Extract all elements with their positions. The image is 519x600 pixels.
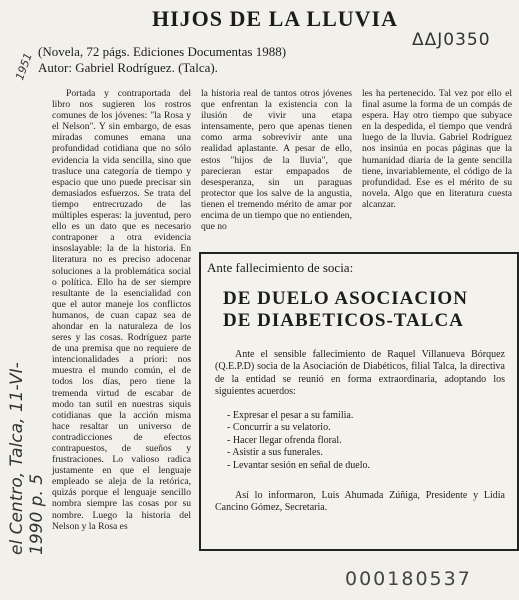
archive-stamp-number: 000180537 bbox=[345, 568, 472, 590]
notice-agreement-item: - Concurrir a su velatorio. bbox=[227, 422, 331, 434]
notice-headline-line-2: DE DIABETICOS-TALCA bbox=[223, 310, 464, 331]
death-notice-box bbox=[199, 252, 519, 551]
notice-agreements-list bbox=[227, 410, 517, 472]
article-paragraph: les ha pertenecido. Tal vez por ello el final asume la forma de un compás de espera. Hay otro tiempo que subyace en la despedida, el tiempo que vendrá luego de la lluvia. Gabriel Rodríguez nos insinúa en pocas páginas que la humanidad diaria de la gente sencilla tiene, invariablemente, el código de la profundidad. Ese es el mérito de su novela. Algo que en literatura cuesta alcanzar. bbox=[362, 88, 512, 210]
article-title: HIJOS DE LA LLUVIA bbox=[152, 6, 399, 31]
article-meta-author: Autor: Gabriel Rodríguez. (Talca). bbox=[38, 60, 218, 75]
notice-intro-text: Ante el sensible fallecimiento de Raquel Villanueva Bórquez (Q.E.P.D) socia de la Asociación de Diabéticos, filial Talca, la directiva de la entidad se reunió en forma extraordinaria, adoptando los siguientes acuerdos: bbox=[215, 349, 505, 398]
article-column-2 bbox=[201, 88, 352, 232]
notice-agreement-item: - Asistir a sus funerales. bbox=[227, 447, 323, 459]
notice-closing bbox=[215, 490, 505, 515]
notice-agreement-item: - Expresar el pesar a su familia. bbox=[227, 410, 354, 421]
article-paragraph: Portada y contraportada del libro nos sugieren los rostros comunes de los jóvenes: "la Rosa y el Nelson". Y sin embargo, de esas miradas comunes emana una profundidad cotidiana que no sólo evidencia la vida sencilla, sino que trasluce una categoría de tiempo y espacio que uno puede precisar sin demasiados esfuerzos. Se trata del tiempo entrecruzado de las múltiples esperas: la juventud, pero ello es un dato que es necesario contraponer a otra evidencia insoslayable: la de la historia. En literatura no es preciso adocenar soluciones a la problemática social o política. Ello ha de ser siempre resultante de la esencialidad con que el autor maneje los conflictos humanos, de cuan capaz sea de ahondar en la naturaleza de los seres y las cosas. Rodríguez parte de una premisa que no requiere de intencionalidades a priori: nos muestra el mundo común, el de todos los días, pero tiene la tremenda virtud de escabar de modo tan sutil en nuestras siquis cotidianas que la acción misma hace resaltar un universo de contradicciones de efectos contrapuestos, de sueños y frustraciones. Lo valioso radica justamente en que el lenguaje empleado se aleja de la retórica, quizás porque el lenguaje sencillo nombra siempre las cosas por su nombre. Luego la historia del Nelson y la Rosa es bbox=[52, 88, 191, 532]
article-column-1 bbox=[52, 88, 191, 532]
notice-intro bbox=[215, 349, 505, 399]
article-paragraph: la historia real de tantos otros jóvenes que enfrentan la existencia con la ilusión de vivir una etapa intensamente, pero que apenas tienen como arma sobrevivir ante una realidad aplastante. A pesar de ello, estos "hijos de la lluvia", que parecieran estar empapados de desesperanza, sin un paraguas protector que los salve de la angustia, tienen el tremendo mérito de amar por encima de un tiempo que no entienden, que no bbox=[201, 88, 352, 233]
notice-headline-line-1: DE DUELO ASOCIACION bbox=[223, 288, 468, 309]
notice-agreement-item: - Levantar sesión en señal de duelo. bbox=[227, 459, 371, 471]
notice-agreement-item: - Hacer llegar ofrenda floral. bbox=[227, 434, 342, 446]
handwritten-side-note: el Centro, Talca, 11-VI-1990 p. 5 bbox=[7, 362, 47, 555]
article-meta-publication: (Novela, 72 págs. Ediciones Documentas 1988) bbox=[38, 44, 287, 59]
notice-kicker: Ante fallecimiento de socia: bbox=[207, 260, 354, 275]
article-column-3 bbox=[362, 88, 512, 210]
notice-closing-text: Así lo informaron, Luis Ahumada Zúñiga, Presidente y Lidia Cancino Gómez, Secretaria. bbox=[215, 490, 505, 514]
handwritten-left-mark: 1951 bbox=[13, 51, 35, 82]
handwritten-top-number: ΔΔJ0350 bbox=[412, 30, 491, 50]
